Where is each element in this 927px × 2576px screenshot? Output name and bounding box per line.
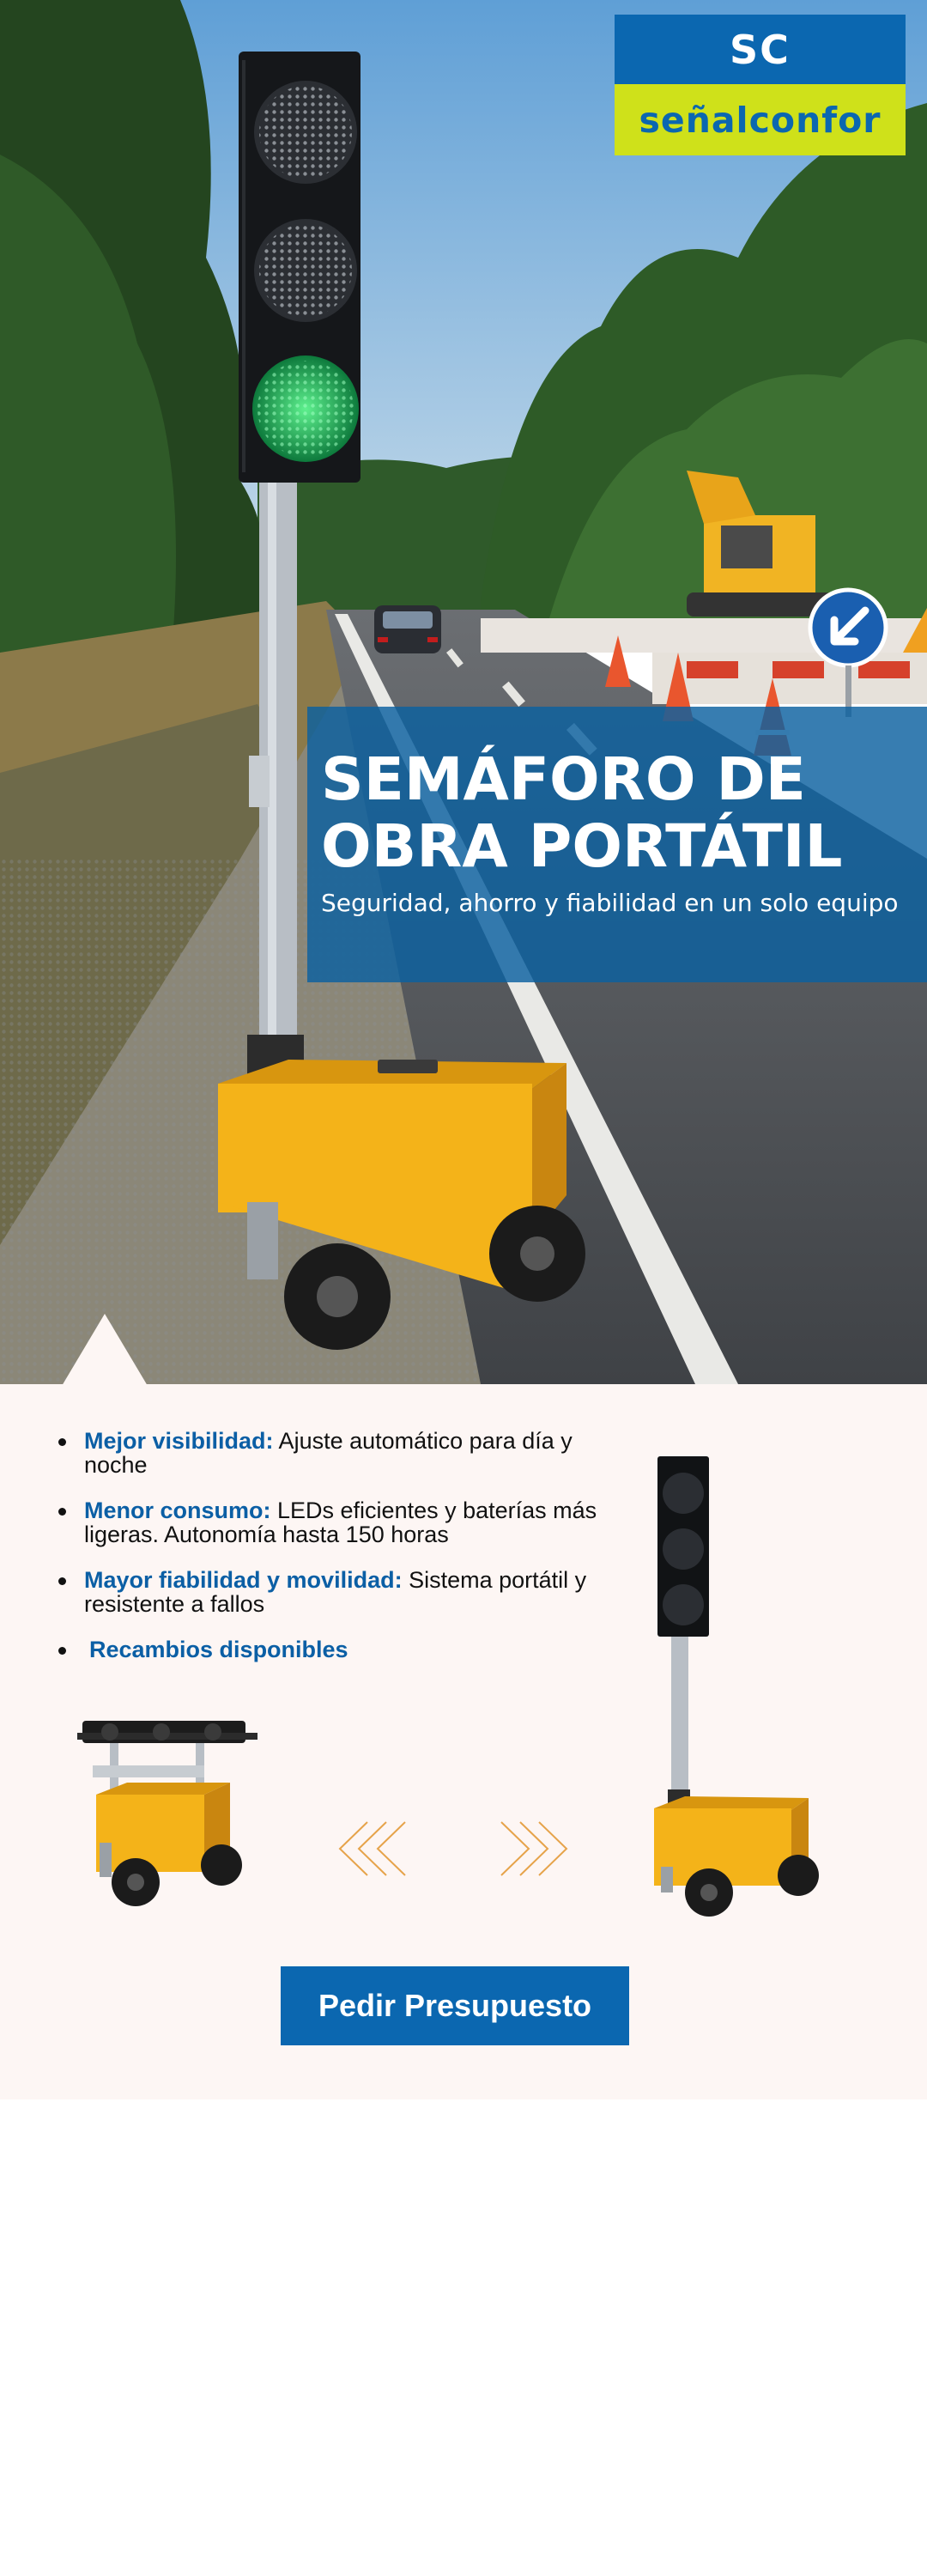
- brand-logo[interactable]: [615, 15, 906, 155]
- bullet-icon: [58, 1438, 66, 1446]
- logo-wordmark: señalconfor: [615, 84, 906, 155]
- feature-label: Recambios disponibles: [89, 1637, 348, 1662]
- feature-label: Mejor visibilidad:: [84, 1428, 274, 1454]
- double-chevron-icon: [333, 1819, 573, 1879]
- hero-title-line1: SEMÁFORO DE: [321, 745, 806, 814]
- feature-item-consumption: [53, 1498, 603, 1546]
- standing-trailer-image: [645, 1455, 826, 1918]
- feature-text: Sistema portátil y resistente a fallos: [84, 1567, 587, 1617]
- feature-label: Mayor fiabilidad y movilidad:: [84, 1567, 403, 1593]
- hero-title: [321, 746, 922, 880]
- feature-item-visibility: [53, 1429, 603, 1477]
- logo-monogram: SC: [615, 15, 906, 84]
- feature-item-spare-parts: [53, 1637, 603, 1662]
- request-quote-button[interactable]: Pedir Presupuesto: [281, 1966, 629, 2045]
- bullet-icon: [58, 1508, 66, 1516]
- bullet-icon: [58, 1647, 66, 1655]
- feature-list: [53, 1429, 603, 1683]
- hero-subtitle: Seguridad, ahorro y fiabilidad en un solo equipo: [321, 889, 899, 917]
- bullet-icon: [58, 1577, 66, 1585]
- feature-text: Ajuste automático para día y noche: [84, 1428, 573, 1478]
- feature-item-reliability: [53, 1568, 603, 1616]
- feature-text: LEDs eficientes y baterías más ligeras. Autonomía hasta 150 horas: [84, 1498, 597, 1547]
- section-notch: [62, 1314, 148, 1384]
- hero-banner: [307, 707, 927, 982]
- hero-title-line2: OBRA PORTÁTIL: [321, 812, 843, 881]
- folded-trailer-image: [76, 1714, 264, 1911]
- features-section: [0, 1384, 927, 2099]
- feature-label: Menor consumo:: [84, 1498, 271, 1523]
